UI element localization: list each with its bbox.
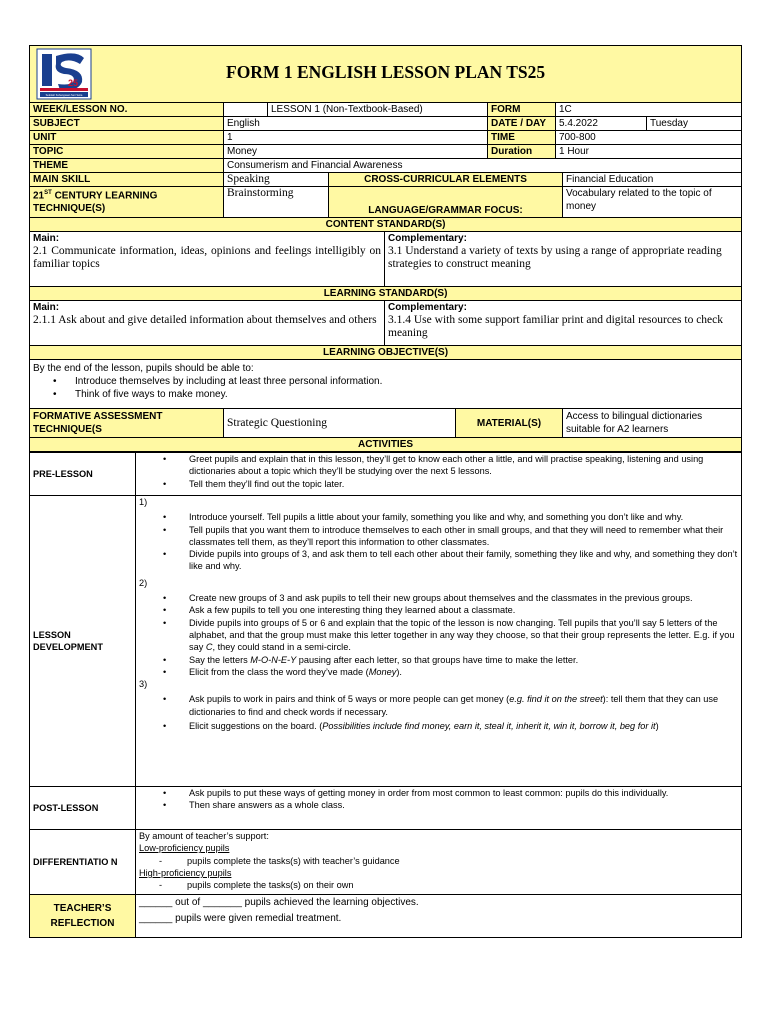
- learning-standard-header: LEARNING STANDARD(S): [30, 287, 742, 301]
- logo-caption: Sekolah Kebangsaan Seri Setia: [45, 94, 83, 97]
- lesson-plan: [29, 45, 741, 938]
- development-item: • Ask pupils to work in pairs and think of 5 ways or more people can get money (e.g. find it on the street): tell them that they can use dictionaries to find and check words if necessary.: [189, 693, 738, 718]
- stage-1: 1): [139, 497, 148, 507]
- main-skill-value: Speaking: [224, 173, 329, 187]
- post-lesson-item: • Ask pupils to put these ways of getting money in order from most common to least common: pupils do this individually.: [189, 787, 738, 799]
- low-proficiency-label: Low-proficiency pupils: [139, 843, 230, 854]
- material-label: MATERIAL(S): [456, 409, 563, 438]
- development-item: • Divide pupils into groups of 5 or 6 and explain that the topic of the lesson is now changing. Tell pupils that you’ll say 5 letters of the alphabet, and that the group must make this letter together in any way they choose, so that their group represents the letter. E.g. if you say C, they could stand in a semi-circle.: [189, 617, 738, 654]
- high-proficiency-label: High-proficiency pupils: [139, 867, 232, 878]
- cross-curricular-value: Financial Education: [563, 173, 742, 187]
- pre-lesson-item: • Greet pupils and explain that in this lesson, they’ll get to know each other a little, and will practise speaking, listening and using dictionaries about a topic which they’ll be studying over the next 5 lessons.: [189, 453, 738, 478]
- high-proficiency-text: - pupils complete the tasks(s) on their own: [159, 880, 354, 891]
- reflection-content: [136, 895, 742, 938]
- development-item: • Divide pupils into groups of 3, and ask them to tell each other about their family, something they like and why, and something they don’t like and why.: [189, 548, 738, 573]
- unit-label: UNIT: [30, 131, 224, 145]
- activities-table: [29, 452, 742, 938]
- century-value: Brainstorming: [224, 187, 329, 218]
- logo-number: 25: [68, 78, 79, 88]
- title-row: [30, 46, 742, 103]
- pre-lesson-item: • Tell them they’ll find out the topic later.: [189, 478, 738, 490]
- development-item: • Tell pupils that you want them to introduce themselves to each other in small groups, and that they will need to remember what their classmates tell them, as they’ll report this information to other classmates.: [189, 524, 738, 549]
- theme-label: THEME: [30, 159, 224, 173]
- date-label: DATE / DAY: [488, 117, 556, 131]
- form-value: 1C: [556, 103, 742, 117]
- stage-2: 2): [139, 577, 148, 588]
- post-lesson-content: [136, 787, 742, 830]
- grammar-value: Vocabulary related to the topic of money: [563, 187, 742, 218]
- reflection-line: ______ out of _______ pupils achieved the learning objectives.: [139, 897, 419, 908]
- development-item: • Create new groups of 3 and ask pupils to tell their new groups about themselves and the classmates in the previous groups.: [189, 592, 738, 604]
- unit-value: 1: [224, 131, 488, 145]
- duration-label: Duration: [488, 145, 556, 159]
- century-label: 21ST CENTURY LEARNING TECHNIQUE(S): [30, 187, 224, 218]
- differentiation-content: By amount of teacher’s support: Low-proficiency pupils - pupils complete the tasks(s) with teacher’s guidance High-proficiency pupils - pupils complete the tasks(s) on their own: [136, 830, 742, 895]
- lesson-development-label: LESSON DEVELOPMENT: [30, 496, 136, 787]
- page-title: FORM 1 ENGLISH LESSON PLAN TS25: [226, 62, 546, 82]
- post-lesson-label: POST-LESSON: [30, 787, 136, 830]
- content-standard-main: Main: 2.1 Communicate information, ideas, opinions and feelings intelligibly on familiar topics: [30, 232, 385, 287]
- day-value: Tuesday: [647, 117, 742, 131]
- assessment-value: Strategic Questioning: [224, 409, 456, 438]
- reflection-label: TEACHER’S REFLECTION: [30, 895, 136, 938]
- post-lesson-item: • Then share answers as a whole class.: [189, 799, 738, 811]
- assessment-label: FORMATIVE ASSESSMENT TECHNIQUE(S: [30, 409, 224, 438]
- lesson-plan-table: [29, 45, 742, 452]
- main-skill-label: MAIN SKILL: [30, 173, 224, 187]
- subject-value: English: [224, 117, 488, 131]
- theme-value: Consumerism and Financial Awareness: [224, 159, 742, 173]
- stage-3: 3): [139, 679, 148, 690]
- learning-objectives-header: LEARNING OBJECTIVE(S): [30, 346, 742, 360]
- duration-value: 1 Hour: [556, 145, 742, 159]
- objectives-intro: By the end of the lesson, pupils should be able to:: [33, 363, 254, 374]
- objective-item: • Introduce themselves by including at least three personal information.: [75, 375, 738, 388]
- cross-curricular-label: CROSS-CURRICULAR ELEMENTS: [329, 173, 563, 187]
- material-value: Access to bilingual dictionaries suitable for A2 learners: [563, 409, 742, 438]
- development-item: • Elicit suggestions on the board. (Possibilities include find money, earn it, steal it, inherit it, win it, borrow it, beg for it): [189, 720, 738, 732]
- lesson-value: LESSON 1 (Non-Textbook-Based): [268, 103, 488, 117]
- learning-objectives: [30, 360, 742, 409]
- differentiation-label: DIFFERENTIATIO N: [30, 830, 136, 895]
- week-label: WEEK/LESSON NO.: [30, 103, 224, 117]
- time-value: 700-800: [556, 131, 742, 145]
- lesson-development-content: [136, 496, 742, 787]
- week-value: [224, 103, 268, 117]
- objective-item: • Think of five ways to make money.: [75, 388, 738, 401]
- date-value: 5.4.2022: [556, 117, 647, 131]
- grammar-label: LANGUAGE/GRAMMAR FOCUS:: [329, 187, 563, 218]
- activities-header: ACTIVITIES: [30, 438, 742, 452]
- topic-value: Money: [224, 145, 488, 159]
- content-standard-header: CONTENT STANDARD(S): [30, 218, 742, 232]
- development-item: • Introduce yourself. Tell pupils a little about your family, something you like and why, and something you don’t like and why.: [189, 511, 738, 523]
- time-label: TIME: [488, 131, 556, 145]
- subject-label: SUBJECT: [30, 117, 224, 131]
- reflection-line: ______ pupils were given remedial treatment.: [139, 913, 342, 924]
- learning-standard-main: Main: 2.1.1 Ask about and give detailed information about themselves and others: [30, 301, 385, 346]
- pre-lesson-content: [136, 453, 742, 496]
- development-item: • Elicit from the class the word they’ve made (Money).: [189, 666, 738, 678]
- learning-standard-complementary: Complementary: 3.1.4 Use with some support familiar print and digital resources to check meaning: [385, 301, 742, 346]
- development-item: • Say the letters M-O-N-E-Y pausing after each letter, so that groups have time to make the letter.: [189, 654, 738, 666]
- low-proficiency-text: - pupils complete the tasks(s) with teacher’s guidance: [159, 855, 400, 866]
- content-standard-complementary: Complementary: 3.1 Understand a variety of texts by using a range of appropriate reading strategies to construct meaning: [385, 232, 742, 287]
- form-label: FORM: [488, 103, 556, 117]
- development-item: • Ask a few pupils to tell you one interesting thing they learned about a classmate.: [189, 604, 738, 616]
- pre-lesson-label: PRE-LESSON: [30, 453, 136, 496]
- topic-label: TOPIC: [30, 145, 224, 159]
